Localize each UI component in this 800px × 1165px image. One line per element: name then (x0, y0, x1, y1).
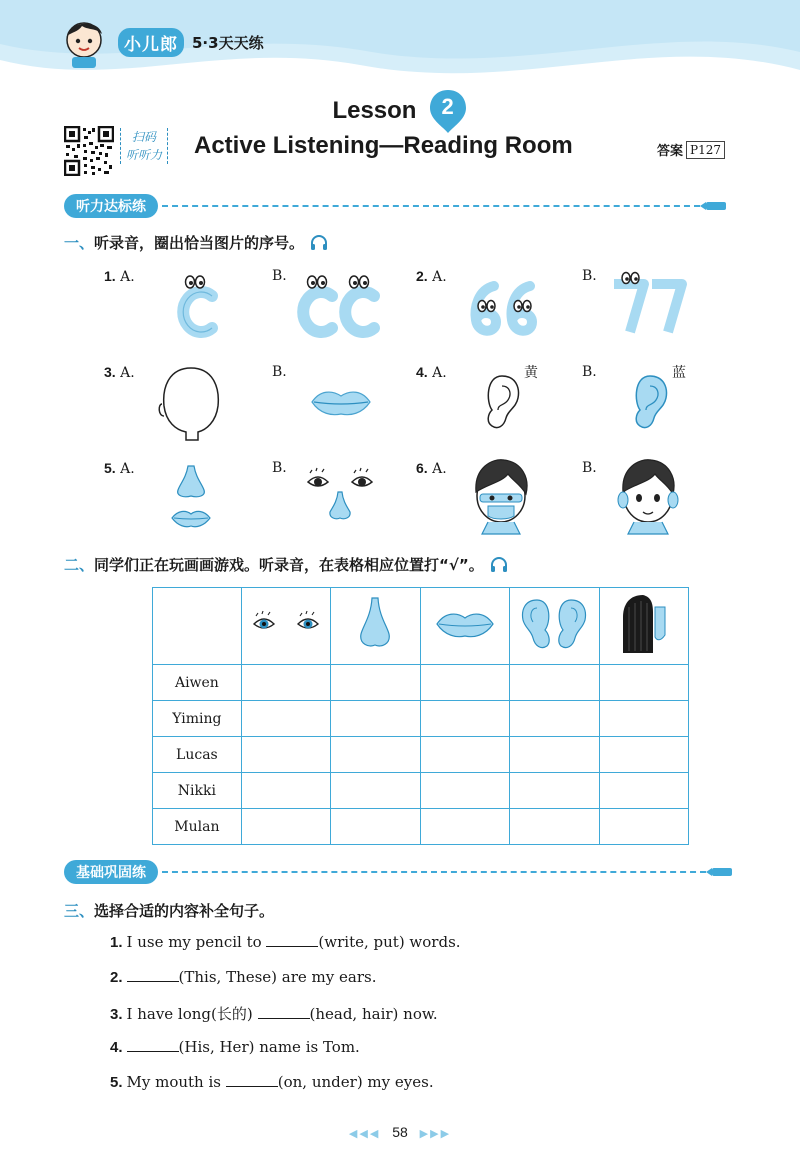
part2-heading (64, 554, 508, 575)
grid-row-aiwen (153, 665, 689, 701)
section-divider (162, 205, 700, 207)
grid-row-mulan (153, 809, 689, 845)
sentence-number: 2. (110, 969, 123, 986)
headphone-icon[interactable] (310, 235, 328, 251)
answer-blank[interactable] (127, 1038, 179, 1052)
scan-to-listen-label (120, 128, 168, 164)
grid-cell[interactable] (599, 665, 688, 701)
sentence-text-before: I use my pencil to (126, 933, 267, 951)
boy-with-mask-picture[interactable] (468, 456, 534, 538)
ear-yellow-picture[interactable] (482, 374, 522, 432)
item1-option-a[interactable] (104, 268, 135, 285)
section-divider (162, 871, 706, 873)
brand (58, 14, 264, 70)
item4-option-a[interactable] (416, 364, 447, 381)
answer-page: P127 (686, 141, 725, 159)
mascot-icon (58, 14, 110, 70)
ear-blue-picture[interactable] (630, 374, 670, 432)
grid-cell[interactable] (241, 737, 331, 773)
item-number: 4. (416, 364, 428, 380)
number-77-picture[interactable] (610, 270, 690, 336)
grid-cell[interactable] (420, 665, 509, 701)
grid-header-row (153, 588, 689, 665)
grid-corner-cell (153, 588, 242, 665)
scan-line-2: 听听力 (125, 148, 162, 162)
sentence-number: 1. (110, 934, 123, 951)
lips-picture[interactable] (310, 386, 372, 418)
sentence-text-before: My mouth is (126, 1073, 226, 1091)
option-b-letter: B. (272, 268, 287, 284)
brand-subtitle: 5·3天天练 (192, 33, 264, 52)
grid-row-yiming (153, 701, 689, 737)
item-number: 1. (104, 268, 116, 284)
ear-a-color-label: 黄 (524, 365, 538, 381)
letter-c-picture[interactable] (170, 272, 220, 342)
grid-cell[interactable] (420, 809, 509, 845)
lesson-word: Lesson (332, 97, 417, 124)
item5-option-b[interactable] (272, 460, 287, 476)
option-a-letter: A. (432, 461, 447, 477)
item-number: 2. (416, 268, 428, 284)
option-a-letter: A. (432, 365, 447, 381)
part2-number: 二、 (64, 556, 95, 574)
item1-option-b[interactable] (272, 268, 287, 284)
sentence-4 (110, 1038, 360, 1056)
grid-cell[interactable] (331, 773, 420, 809)
column-nose (331, 588, 420, 665)
answer-blank[interactable] (127, 968, 179, 982)
item3-option-a[interactable] (104, 364, 135, 381)
sentence-1 (110, 933, 461, 951)
sentence-text-after: (write, put) words. (318, 933, 461, 951)
section-basic-label: 基础巩固练 (64, 860, 158, 884)
column-mouth (420, 588, 509, 665)
sentence-2 (110, 968, 376, 986)
grid-cell[interactable] (420, 773, 509, 809)
section-basic (64, 860, 736, 884)
student-name: Yiming (153, 701, 242, 737)
grid-cell[interactable] (420, 701, 509, 737)
option-b-letter: B. (582, 460, 597, 476)
sentence-text-after: (This, These) are my ears. (178, 968, 377, 986)
column-eyes (241, 588, 331, 665)
answer-reference (657, 140, 725, 159)
grid-cell[interactable] (331, 737, 420, 773)
page-footer (0, 1124, 800, 1140)
item2-option-a[interactable] (416, 268, 447, 285)
drawing-game-grid (152, 587, 689, 845)
letters-cc-picture[interactable] (292, 272, 384, 342)
hair-icon (619, 593, 669, 655)
grid-cell[interactable] (599, 773, 688, 809)
ears-icon (519, 596, 589, 652)
answer-blank[interactable] (266, 933, 318, 947)
lesson-badge (428, 88, 468, 134)
sentence-number: 4. (110, 1039, 123, 1056)
grid-cell[interactable] (331, 809, 420, 845)
option-a-letter: A. (120, 269, 135, 285)
number-66-picture[interactable] (466, 272, 542, 340)
option-a-letter: A. (432, 269, 447, 285)
grid-cell[interactable] (599, 737, 688, 773)
grid-cell[interactable] (510, 773, 599, 809)
section-listening-label: 听力达标练 (64, 194, 158, 218)
option-b-letter: B. (582, 268, 597, 284)
option-b-letter: B. (272, 364, 287, 380)
grid-cell[interactable] (331, 665, 420, 701)
grid-cell[interactable] (599, 701, 688, 737)
grid-cell[interactable] (510, 737, 599, 773)
part3-number: 三、 (64, 902, 95, 920)
grid-cell[interactable] (599, 809, 688, 845)
boy-face-picture[interactable] (612, 456, 684, 538)
option-a-letter: A. (120, 365, 135, 381)
item2-option-b[interactable] (582, 268, 597, 284)
lesson-number: 2 (441, 94, 454, 119)
nose-and-mouth-picture[interactable] (166, 462, 216, 532)
brand-name: 小儿郎 (118, 28, 184, 57)
headphone-icon[interactable] (490, 557, 508, 573)
sentence-5 (110, 1073, 434, 1091)
part3-heading (64, 900, 274, 921)
grid-cell[interactable] (241, 809, 331, 845)
nose-icon (355, 594, 395, 654)
item6-option-b[interactable] (582, 460, 597, 476)
item6-option-a[interactable] (416, 460, 447, 477)
right-arrows-icon: ▶▶▶ (419, 1128, 452, 1140)
grid-cell[interactable] (331, 701, 420, 737)
grid-row-lucas (153, 737, 689, 773)
item-number: 5. (104, 460, 116, 476)
column-ears (510, 588, 599, 665)
sentence-text-before: I have long(长的) (126, 1005, 258, 1023)
sentence-text-after: (head, hair) now. (309, 1005, 438, 1023)
section-listening (64, 194, 730, 218)
option-b-letter: B. (272, 460, 287, 476)
grid-cell[interactable] (510, 701, 599, 737)
grid-cell[interactable] (241, 701, 331, 737)
eyes-and-nose-picture[interactable] (302, 464, 378, 526)
grid-cell[interactable] (241, 773, 331, 809)
answer-blank[interactable] (258, 1005, 310, 1019)
student-name: Aiwen (153, 665, 242, 701)
grid-cell[interactable] (510, 665, 599, 701)
mouth-icon (435, 608, 495, 640)
head-outline-picture[interactable] (156, 364, 226, 444)
sentence-number: 5. (110, 1074, 123, 1091)
sentence-3 (110, 1003, 438, 1024)
student-name: Lucas (153, 737, 242, 773)
eyes-icon (246, 604, 326, 644)
lesson-subtitle: Active Listening—Reading Room (194, 132, 573, 159)
item3-option-b[interactable] (272, 364, 287, 380)
qr-code-icon[interactable] (64, 126, 114, 176)
item4-option-b[interactable] (582, 364, 597, 380)
sentence-text-after: (His, Her) name is Tom. (178, 1038, 360, 1056)
item-number: 6. (416, 460, 428, 476)
student-name: Nikki (153, 773, 242, 809)
column-hair (599, 588, 688, 665)
grid-cell[interactable] (241, 665, 331, 701)
scan-line-1: 扫码 (131, 130, 156, 144)
answer-blank[interactable] (226, 1073, 278, 1087)
option-a-letter: A. (120, 461, 135, 477)
item5-option-a[interactable] (104, 460, 135, 477)
part1-number: 一、 (64, 234, 95, 252)
grid-row-nikki (153, 773, 689, 809)
ear-b-color-label: 蓝 (672, 365, 686, 381)
grid-cell[interactable] (420, 737, 509, 773)
left-arrows-icon: ◀◀◀ (348, 1128, 381, 1140)
part2-instruction: 同学们正在玩画画游戏。听录音，在表格相应位置打“√”。 (94, 556, 484, 574)
answer-label: 答案 (657, 144, 684, 159)
grid-cell[interactable] (510, 809, 599, 845)
student-name: Mulan (153, 809, 242, 845)
part1-heading (64, 232, 328, 253)
sentence-number: 3. (110, 1006, 123, 1023)
part3-instruction: 选择合适的内容补全句子。 (94, 902, 275, 920)
option-b-letter: B. (582, 364, 597, 380)
sentence-text-after: (on, under) my eyes. (277, 1073, 434, 1091)
pencil-icon (706, 867, 736, 877)
pencil-icon (700, 201, 730, 211)
item-number: 3. (104, 364, 116, 380)
page-number: 58 (392, 1124, 408, 1140)
part1-instruction: 听录音，圈出恰当图片的序号。 (94, 234, 305, 252)
